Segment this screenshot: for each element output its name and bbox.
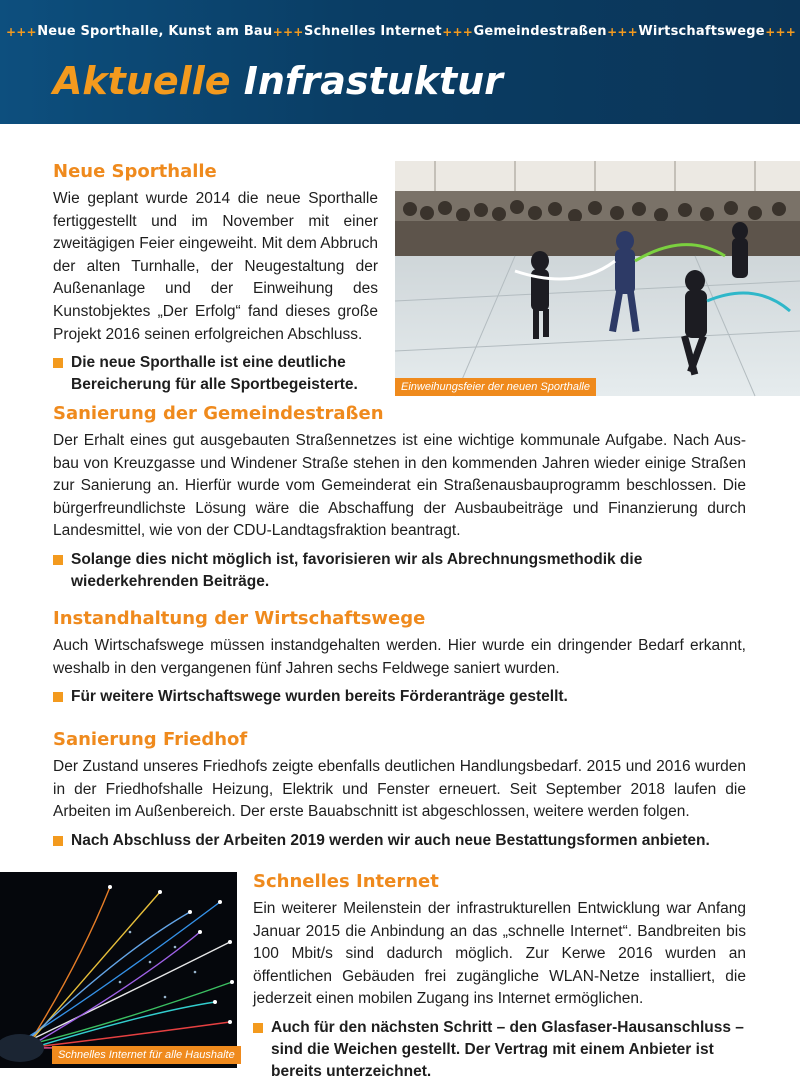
- bullet-square-icon: [53, 555, 63, 565]
- topic-ticker: [6, 24, 796, 39]
- ticker-separator: +++: [607, 24, 638, 39]
- ticker-item: Neue Sporthalle, Kunst am Bau: [37, 24, 273, 39]
- section-title: Instandhaltung der Wirtschaftswege: [53, 608, 426, 629]
- highlight-bullet: [53, 352, 378, 396]
- bullet-text: Für weitere Wirtschaftswege wurden bereits Förderanträge gestellt.: [71, 688, 568, 706]
- section-wirtschaftswege: [53, 607, 746, 708]
- photo-sporthalle: [395, 161, 800, 396]
- ticker-item: Schnelles Internet: [304, 24, 442, 39]
- ticker-separator: +++: [6, 24, 37, 39]
- header-banner: [0, 0, 800, 124]
- ticker-item: Wirtschaftswege: [638, 24, 765, 39]
- section-friedhof: [53, 728, 746, 852]
- highlight-bullet: [53, 830, 746, 852]
- section-body: Der Erhalt eines gut ausgebauten Straßennetzes ist eine wichtige kommunale Aufgabe. Nach Ausbau von Kreuzgasse und Windener Straße stehen in den kommenden Jahren wieder einige Straßen zur Sanierung an. Hierfür wurde vom Gemeinderat ein Straßenausbauprogramm beschlossen. Die bürgerfreundlichste Lösung wäre die Abschaffung der Ausbaubeiträge und Finanzierung durch Landesmittel, wie von der CDU-Landtagsfraktion beantragt.: [53, 432, 746, 540]
- highlight-bullet: [253, 1017, 746, 1083]
- page-title-accent: Aktuelle: [53, 59, 231, 103]
- section-title: Schnelles Internet: [253, 871, 439, 892]
- photo-caption: Schnelles Internet für alle Haushalte: [52, 1046, 241, 1064]
- photo-internet: [0, 872, 237, 1068]
- section-strassen: [53, 402, 746, 593]
- section-body: Auch Wirtschafswege müssen instandgehalten werden. Hier wurde ein dringender Bedarf erkannt, weshalb in den vergangenen fünf Jahren sechs Feldwege saniert wurden.: [53, 637, 746, 677]
- bullet-square-icon: [53, 692, 63, 702]
- highlight-bullet: [53, 549, 746, 593]
- photo-caption: Einweihungsfeier der neuen Sporthalle: [395, 378, 596, 396]
- section-internet: [253, 870, 746, 1083]
- section-title: Sanierung der Gemeindestraßen: [53, 403, 384, 424]
- section-title: Sanierung Friedhof: [53, 729, 248, 750]
- section-body: Wie geplant wurde 2014 die neue Sporthalle fertiggestellt und im November mit einer zweitägigen Feier eingeweiht. Mit dem Abbruch der alten Turnhalle, der Neugestaltung der Außenanlage und der Einweihung des Kunstobjektes „Der Erfolg“ fand dieses große Projekt 2016 seinen erfolgreichen Abschluss.: [53, 190, 378, 343]
- bullet-text: Die neue Sporthalle ist eine deutliche Bereicherung für alle Sportbegeisterte.: [71, 354, 358, 394]
- page-title-main: Infrastuktur: [243, 59, 503, 103]
- highlight-bullet: [53, 686, 746, 708]
- bullet-square-icon: [53, 836, 63, 846]
- ticker-item: Gemeindestraßen: [473, 24, 607, 39]
- section-body: Ein weiterer Meilenstein der infrastrukturellen Entwicklung war Anfang Januar 2015 die Anbindung an das „schnelle Internet“. Bandbreiten bis 100 Mbit/s sind dadurch möglich. Zur Kerwe 2016 wurden an öffentlichen Gebäuden frei zugängliche WLAN-Netze installiert, die jederzeit einen mobilen Zugang ins Internet ermöglichen.: [253, 900, 746, 1008]
- bullet-text: Nach Abschluss der Arbeiten 2019 werden wir auch neue Bestattungsformen anbieten.: [71, 831, 710, 849]
- bullet-square-icon: [53, 358, 63, 368]
- section-body: Der Zustand unseres Friedhofs zeigte ebenfalls deutlichen Handlungsbedarf. 2015 und 2016 wurden in der Friedhofshalle Heizung, Elektrik und Fenster erneuert. Seit September 2018 laufen die Arbeiten im Außenbereich. Der erste Bauabschnitt ist abgeschlossen, weitere werden folgen.: [53, 758, 746, 821]
- bullet-text: Auch für den nächsten Schritt – den Glasfaser-Hausanschluss – sind die Weichen gestellt. Der Vertrag mit einem Anbieter ist bereits unterzeichnet.: [271, 1018, 744, 1080]
- section-sporthalle: [53, 160, 378, 396]
- ticker-separator: +++: [272, 24, 304, 39]
- page-title: [53, 56, 503, 106]
- bullet-text: Solange dies nicht möglich ist, favorisieren wir als Abrechnungsmethodik die wiederkehrenden Beiträge.: [71, 550, 643, 590]
- fiber-optic-illustration: [0, 872, 237, 1068]
- ticker-separator: +++: [442, 24, 474, 39]
- bullet-square-icon: [253, 1023, 263, 1033]
- ticker-separator: +++: [765, 24, 796, 39]
- gym-event-illustration: [395, 161, 800, 396]
- section-title: Neue Sporthalle: [53, 161, 217, 182]
